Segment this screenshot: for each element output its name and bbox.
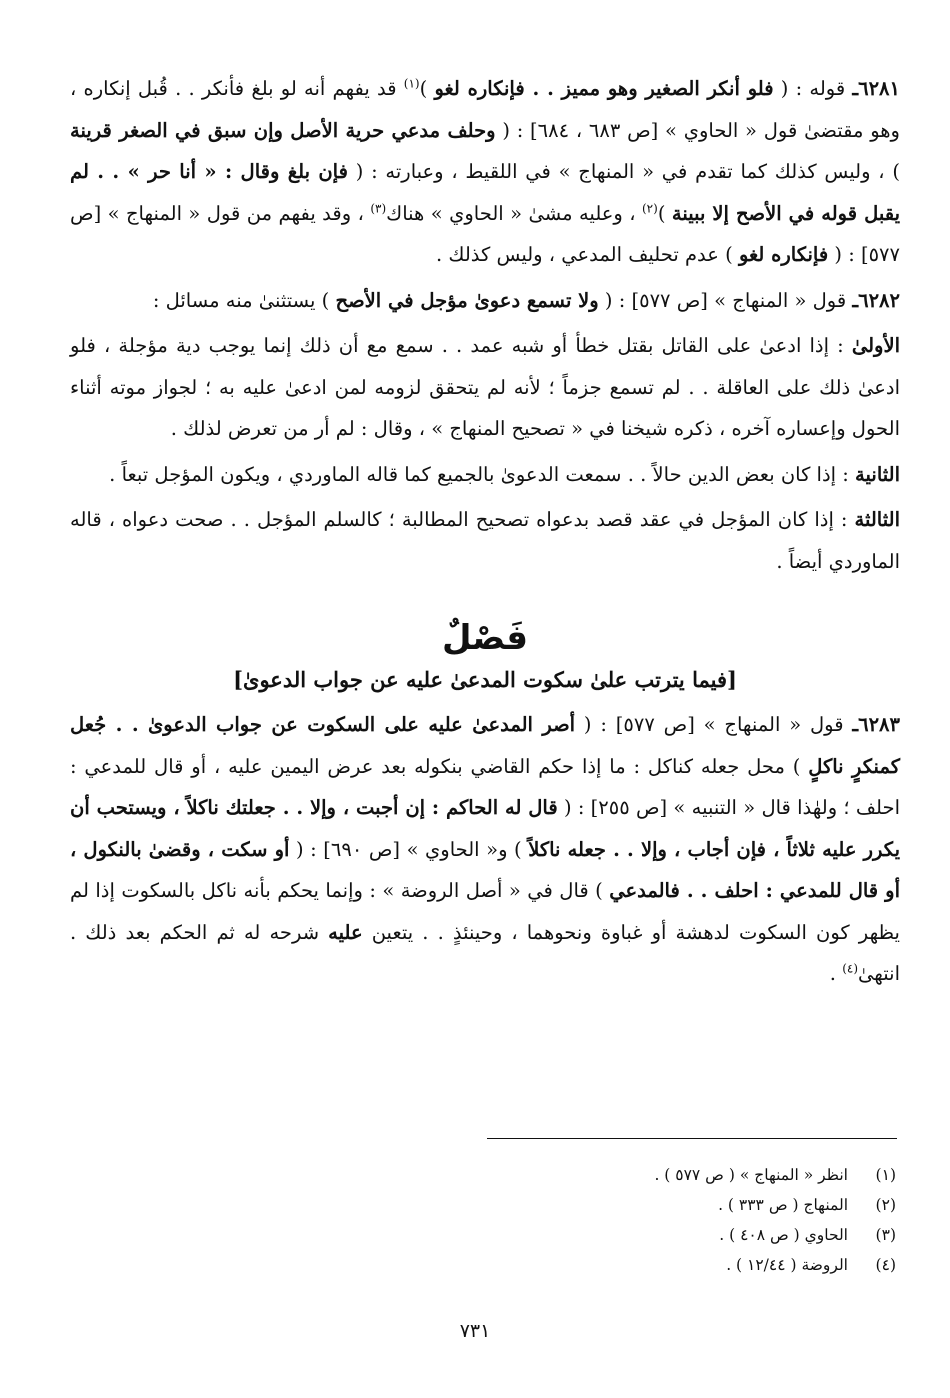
footnote-ref: (٢) [641, 201, 658, 215]
paragraph-p6283 [70, 704, 900, 995]
paragraph-p-second [70, 454, 900, 496]
footnote-number: (٤) [875, 1256, 896, 1274]
text-segment: قد يفهم أنه لو بلغ فأنكر . . قُبل إنكاره ، وهو مقتضىٰ قول « الحاوي » [ص ٦٨٣ ، ٦٨٤] : ( [70, 77, 900, 142]
section-subheading: [فيما يترتب علىٰ سكوت المدعىٰ عليه عن جواب الدعوىٰ] [233, 667, 737, 692]
bold-text: ٦٢٨١ـ [852, 77, 900, 100]
text-segment: : إذا كان بعض الدين حالاً . . سمعت الدعوىٰ بالجميع كما قاله الماوردي ، ويكون المؤجل تبعاً . [109, 462, 856, 486]
text-segment: ) و« الحاوي » [ص ٦٩٠] : ( [289, 837, 529, 861]
text-segment: قول « المنهاج » [ص ٥٧٧] : ( [598, 288, 853, 312]
text-segment: ) محل جعله كناكل : ما إذا حكم القاضي بنكوله بعد عرض اليمين عليه ، أو قال للمدعي : احلف ؛ ولهٰذا قال « التنبيه » [ص ٢٥٥] : ( [70, 754, 900, 819]
footnote-number: (٢) [875, 1196, 896, 1214]
bold-text: ٦٢٨٣ـ [852, 713, 900, 736]
footnote-number: (٣) [875, 1226, 896, 1244]
text-segment: ) ، وليس كذلك كما تقدم في « المنهاج » في اللقيط ، وعبارته : ( [347, 160, 900, 183]
footnote-number: (١) [875, 1166, 896, 1184]
bold-text: ٦٢٨٢ـ [852, 288, 900, 312]
text-segment: ) [657, 201, 672, 225]
page-body [70, 68, 900, 999]
paragraph-p6282 [70, 280, 900, 322]
text-segment: قوله : ( [773, 77, 853, 100]
section-heading: فَصْلٌ [441, 618, 529, 658]
bold-text: فإنكاره لغو [738, 243, 829, 266]
bold-text: ولا تسمع دعوىٰ مؤجل في الأصح [335, 288, 599, 312]
bold-text: أصر المدعىٰ عليه على السكوت عن جواب الدعوىٰ . . جُعل كمنكرٍ ناكلٍ [70, 713, 900, 778]
text-segment: ، وقد يفهم من قول « المنهاج » [ص ٥٧٧] : ( [70, 201, 900, 266]
footnotes [296, 1160, 896, 1280]
text-segment: شرحه له ثم الحكم بعد ذلك . انتهىٰ [70, 920, 900, 985]
text-segment: ) عدم تحليف المدعي ، وليس كذلك . [436, 243, 739, 266]
footnote-text: انظر « المنهاج » ( ص ٥٧٧ ) . [654, 1166, 848, 1184]
text-segment: ) يستثنىٰ منه مسائل : [152, 288, 336, 312]
footnote-text: الروضة ( ١٢/٤٤ ) . [726, 1256, 848, 1274]
text-segment: ) [419, 77, 435, 100]
main-text [70, 68, 900, 582]
footnote-item [296, 1190, 896, 1220]
footnote-item [296, 1160, 896, 1190]
footnote-text: المنهاج ( ص ٣٣٣ ) . [718, 1196, 848, 1214]
text-segment: ) قال في « أصل الروضة » : وإنما يحكم بأنه ناكل بالسكوت إذا لم يظهر كون السكوت لدهشة أو غباوة ونحوهما ، وحينئذٍ . . يتعين [70, 879, 900, 944]
footnote-item [296, 1250, 896, 1280]
bold-text: الأولىٰ [851, 334, 900, 357]
footnote-text: الحاوي ( ص ٤٠٨ ) . [719, 1226, 848, 1244]
bold-text: أو سكت ، وقضىٰ بالنكول ، أو قال للمدعي : احلف . . فالمدعي [70, 837, 900, 902]
bold-text: قال له الحاكم : إن أجبت ، وإلا . . جعلتك ناكلاً ، ويستحب أن يكرر عليه ثلاثاً ، فإن أجاب ، وإلا . . جعله ناكلاً [70, 796, 901, 861]
text-segment: . [829, 962, 843, 985]
text-segment: ، وعليه مشىٰ « الحاوي » هناك [386, 201, 642, 225]
section-text [70, 704, 900, 995]
bold-text: عليه [328, 920, 363, 944]
bold-text: فإن بلغ وقال : « أنا حر » . . لم يقبل قوله في الأصح إلا ببينة [70, 160, 901, 225]
footnote-ref: (١) [403, 76, 420, 91]
paragraph-p-third [70, 499, 900, 582]
section-header [70, 616, 900, 700]
footnote-ref: (٣) [370, 201, 387, 215]
text-segment: : إذا ادعىٰ على القاتل بقتل خطأ أو شبه عمد . . سمع مع أن ذلك إنما يوجب دية مؤجلة ، فلو ادعىٰ ذلك على العاقلة . . لم تسمع جزماً ؛ لأنه لم يتحقق لزومه لمن ادعىٰ عليه به ؛ لجواز موته أثناء الحول وإعساره آخره ، ذكره شيخنا في « تصحيح المنهاج » ، وقال : لم أر من تعرض لذلك . [70, 334, 900, 440]
bold-text: وحلف مدعي حرية الأصل وإن سبق في الصغر قرينة [70, 118, 496, 142]
bold-text: فلو أنكر الصغير وهو مميز . . فإنكاره لغو [434, 77, 774, 100]
paragraph-p6281 [70, 68, 900, 276]
footnote-item [296, 1220, 896, 1250]
text-segment: : إذا كان المؤجل في عقد قصد بدعواه تصحيح المطالبة ؛ كالسلم المؤجل . . صحت دعواه ، قاله الماوردي أيضاً . [70, 508, 900, 573]
footnote-divider [487, 1138, 897, 1139]
bold-text: الثانية [855, 462, 900, 486]
text-segment: قول « المنهاج » [ص ٥٧٧] : ( [575, 713, 853, 736]
page-number: ٧٣١ [459, 1320, 491, 1342]
bold-text: الثالثة [854, 508, 900, 531]
paragraph-p-first [70, 325, 900, 450]
footnote-ref: (٤) [842, 961, 859, 976]
